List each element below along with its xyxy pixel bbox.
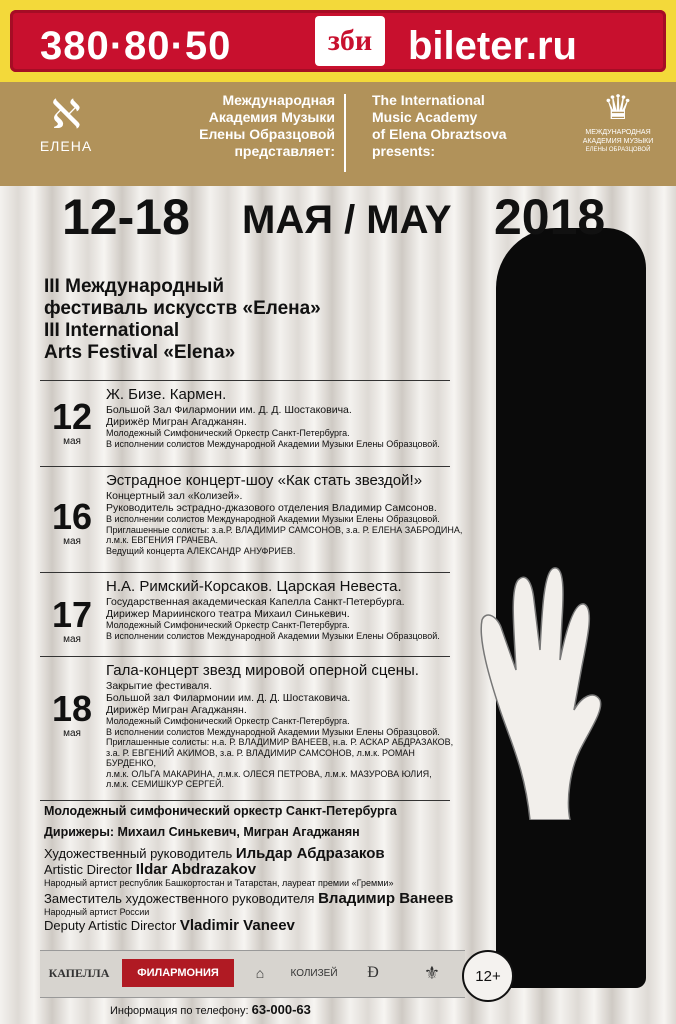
presenter-ru-line: представляет: xyxy=(234,143,335,159)
bileter-logo-icon xyxy=(315,16,385,66)
presenter-en-line: presents: xyxy=(372,143,436,159)
event-date xyxy=(44,498,100,547)
column-logo-icon: ⌂ xyxy=(255,965,265,981)
event-item xyxy=(106,578,466,641)
event-item xyxy=(106,386,466,449)
ticket-banner[interactable] xyxy=(10,10,666,72)
event-divider xyxy=(40,656,450,657)
event-small: з.а. Р. ЕВГЕНИЙ АКИМОВ, з.а. Р. ВЛАДИМИР САМСОНОВ, л.м.к. РОМАН БУРДЕНКО, xyxy=(106,747,415,768)
art-director-ru-name: Ильдар Абдразаков xyxy=(235,845,385,862)
event-month: мая xyxy=(63,436,81,447)
festival-title xyxy=(44,276,321,364)
event-title: Эстрадное концерт-шоу «Как стать звездой!» xyxy=(106,472,423,489)
event-date xyxy=(44,690,100,739)
festival-title-en: Arts Festival «Elena» xyxy=(44,342,236,363)
ticket-phone[interactable]: 380·80·50 xyxy=(40,24,232,68)
art-director-en xyxy=(44,862,504,878)
art-director-en-name: Ildar Abdrazakov xyxy=(135,861,257,878)
academy-logo xyxy=(570,88,666,154)
event-date xyxy=(44,398,100,447)
art-director-note: Народный артист республик Башкортостан и Татарстан, лауреат премии «Гремми» xyxy=(44,878,394,888)
event-day: 16 xyxy=(51,496,93,537)
academy-logo-line: МЕЖДУНАРОДНАЯ xyxy=(585,129,651,136)
event-small: В исполнении солистов Международной Академии Музыки Елены Образцовой. xyxy=(106,438,440,449)
event-small: л.м.к. ЕВГЕНИЯ ГРАЧЕВА. xyxy=(106,535,219,545)
festival-title-ru: III Международный xyxy=(44,276,225,297)
event-day: 12 xyxy=(51,396,93,437)
deputy-en-label: Deputy Artistic Director xyxy=(44,918,177,933)
event-small: В исполнении солистов Международной Академии Музыки Елены Образцовой. xyxy=(106,726,440,737)
festival-title-en: III International xyxy=(44,320,180,341)
hand-illustration xyxy=(470,520,610,820)
deputy-en xyxy=(44,918,504,934)
presenter-en xyxy=(372,92,562,160)
event-small: Приглашенные солисты: н.а. Р. ВЛАДИМИР ВАНЕЕВ, н.а. Р. АСКАР АБДРАЗАКОВ, xyxy=(106,737,454,747)
event-small: Молодежный Симфонический Оркестр Санкт-Петербурга. xyxy=(106,620,350,630)
event-small: Молодежный Симфонический Оркестр Санкт-Петербурга. xyxy=(106,428,350,438)
event-divider xyxy=(40,466,450,467)
info-phone[interactable]: 63-000-63 xyxy=(251,1002,311,1017)
event-line: Концертный зал «Колизей». xyxy=(106,490,243,502)
koliseum-logo: КОЛИЗЕЙ xyxy=(290,967,338,979)
date-month: МАЯ / MAY xyxy=(242,198,452,242)
presenter-ru-line: Елены Образцовой xyxy=(199,126,335,142)
kapella-logo: КАПЕЛЛА xyxy=(48,965,110,980)
presenter-en-line: The International xyxy=(372,92,485,108)
presenter-ru-line: Академия Музыки xyxy=(208,109,335,125)
event-small: Приглашенные солисты: з.а.Р. ВЛАДИМИР САМСОНОВ, з.а. Р. ЕЛЕНА ЗАБРОДИНА, xyxy=(106,524,463,535)
event-small: л.м.к. СЕМИШКУР СЕРГЕЙ. xyxy=(106,779,225,789)
event-day: 18 xyxy=(51,688,93,729)
credits xyxy=(44,804,504,934)
event-divider xyxy=(40,800,450,801)
date-range: 12-18 xyxy=(62,189,190,245)
sponsor-strip xyxy=(40,950,465,998)
event-small: Молодежный Симфонический Оркестр Санкт-Петербурга. xyxy=(106,716,350,726)
event-small: л.м.к. ОЛЬГА МАКАРИНА, л.м.к. ОЛЕСЯ ПЕТРОВА, л.м.к. МАЗУРОВА ЮЛИЯ, xyxy=(106,768,432,779)
festival-dates xyxy=(62,188,662,248)
event-month: мая xyxy=(63,728,81,739)
orchestra-credit: Молодежный симфонический оркестр Санкт-Петербурга xyxy=(44,804,397,818)
event-divider xyxy=(40,380,450,381)
art-director-en-label: Artistic Director xyxy=(44,862,133,877)
dv-logo-icon: Ð xyxy=(367,964,379,981)
age-rating-badge: 12+ xyxy=(462,950,514,1002)
event-item xyxy=(106,472,466,556)
event-line: Дирижёр Мигран Агаджанян. xyxy=(106,704,247,716)
event-small: В исполнении солистов Международной Академии Музыки Елены Образцовой. xyxy=(106,630,440,641)
event-line: Дирижёр Мигран Агаджанян. xyxy=(106,416,247,428)
event-item xyxy=(106,662,466,790)
presenter-header xyxy=(0,82,676,186)
dancer-icon: ℵ xyxy=(51,93,81,137)
ticket-site-link[interactable]: bileter.ru xyxy=(408,24,577,68)
event-title: Н.А. Римский-Корсаков. Царская Невеста. xyxy=(106,578,402,595)
event-line: Большой зал Филармонии им. Д. Д. Шостаковича. xyxy=(106,692,351,704)
academy-logo-line: АКАДЕМИЯ МУЗЫКИ xyxy=(582,138,654,145)
event-small: В исполнении солистов Международной Академии Музыки Елены Образцовой. xyxy=(106,514,440,524)
date-year: 2018 xyxy=(494,189,606,245)
event-line: Большой Зал Филармонии им. Д. Д. Шостаковича. xyxy=(106,404,352,416)
event-line: Закрытие фестиваля. xyxy=(106,680,213,692)
presenter-en-line: of Elena Obraztsova xyxy=(372,126,507,142)
event-month: мая xyxy=(63,536,81,547)
event-line: Руководитель эстрадно-джазового отделения Владимир Самсонов. xyxy=(106,502,437,514)
presenter-en-line: Music Academy xyxy=(372,109,478,125)
event-title: Ж. Бизе. Кармен. xyxy=(106,386,227,403)
event-month: мая xyxy=(63,634,81,645)
top-banner xyxy=(0,0,676,82)
event-line: Государственная академическая Капелла Санкт-Петербурга. xyxy=(106,596,405,608)
presenter-ru xyxy=(150,92,335,160)
logo-mark: зби xyxy=(327,24,373,57)
art-director-ru xyxy=(44,846,504,862)
academy-logo-line: ЕЛЕНЫ ОБРАЗЦОВОЙ xyxy=(585,147,651,153)
deputy-ru-label: Заместитель художественного руководителя xyxy=(44,891,315,906)
event-line: Дирижер Мариинского театра Михаил Синькевич. xyxy=(106,608,350,620)
deputy-note: Народный артист России xyxy=(44,907,150,917)
elena-logo xyxy=(34,92,98,154)
divider xyxy=(344,94,346,172)
festival-title-ru: фестиваль искусств «Елена» xyxy=(44,298,321,319)
spb-emblem-icon: ⚜ xyxy=(423,962,441,983)
event-day: 17 xyxy=(51,594,93,635)
presenter-ru-line: Международная xyxy=(222,92,335,108)
conductors-credit: Дирижеры: Михаил Синькевич, Мигран Агаджанян xyxy=(44,825,360,839)
deputy-ru xyxy=(44,891,504,907)
filarmonia-logo: ФИЛАРМОНИЯ xyxy=(122,959,234,987)
event-title: Гала-концерт звезд мировой оперной сцены. xyxy=(106,662,419,679)
info-label: Информация по телефону: xyxy=(110,1005,249,1017)
art-director-ru-label: Художественный руководитель xyxy=(44,846,233,861)
deputy-en-name: Vladimir Vaneev xyxy=(179,917,295,934)
info-line xyxy=(110,1002,311,1017)
crown-icon: ♛ xyxy=(602,89,634,127)
deputy-ru-name: Владимир Ванеев xyxy=(318,890,454,907)
event-small: Ведущий концерта АЛЕКСАНДР АНУФРИЕВ. xyxy=(106,545,296,556)
event-date xyxy=(44,596,100,645)
elena-logo-text: ЕЛЕНА xyxy=(39,138,93,154)
event-divider xyxy=(40,572,450,573)
